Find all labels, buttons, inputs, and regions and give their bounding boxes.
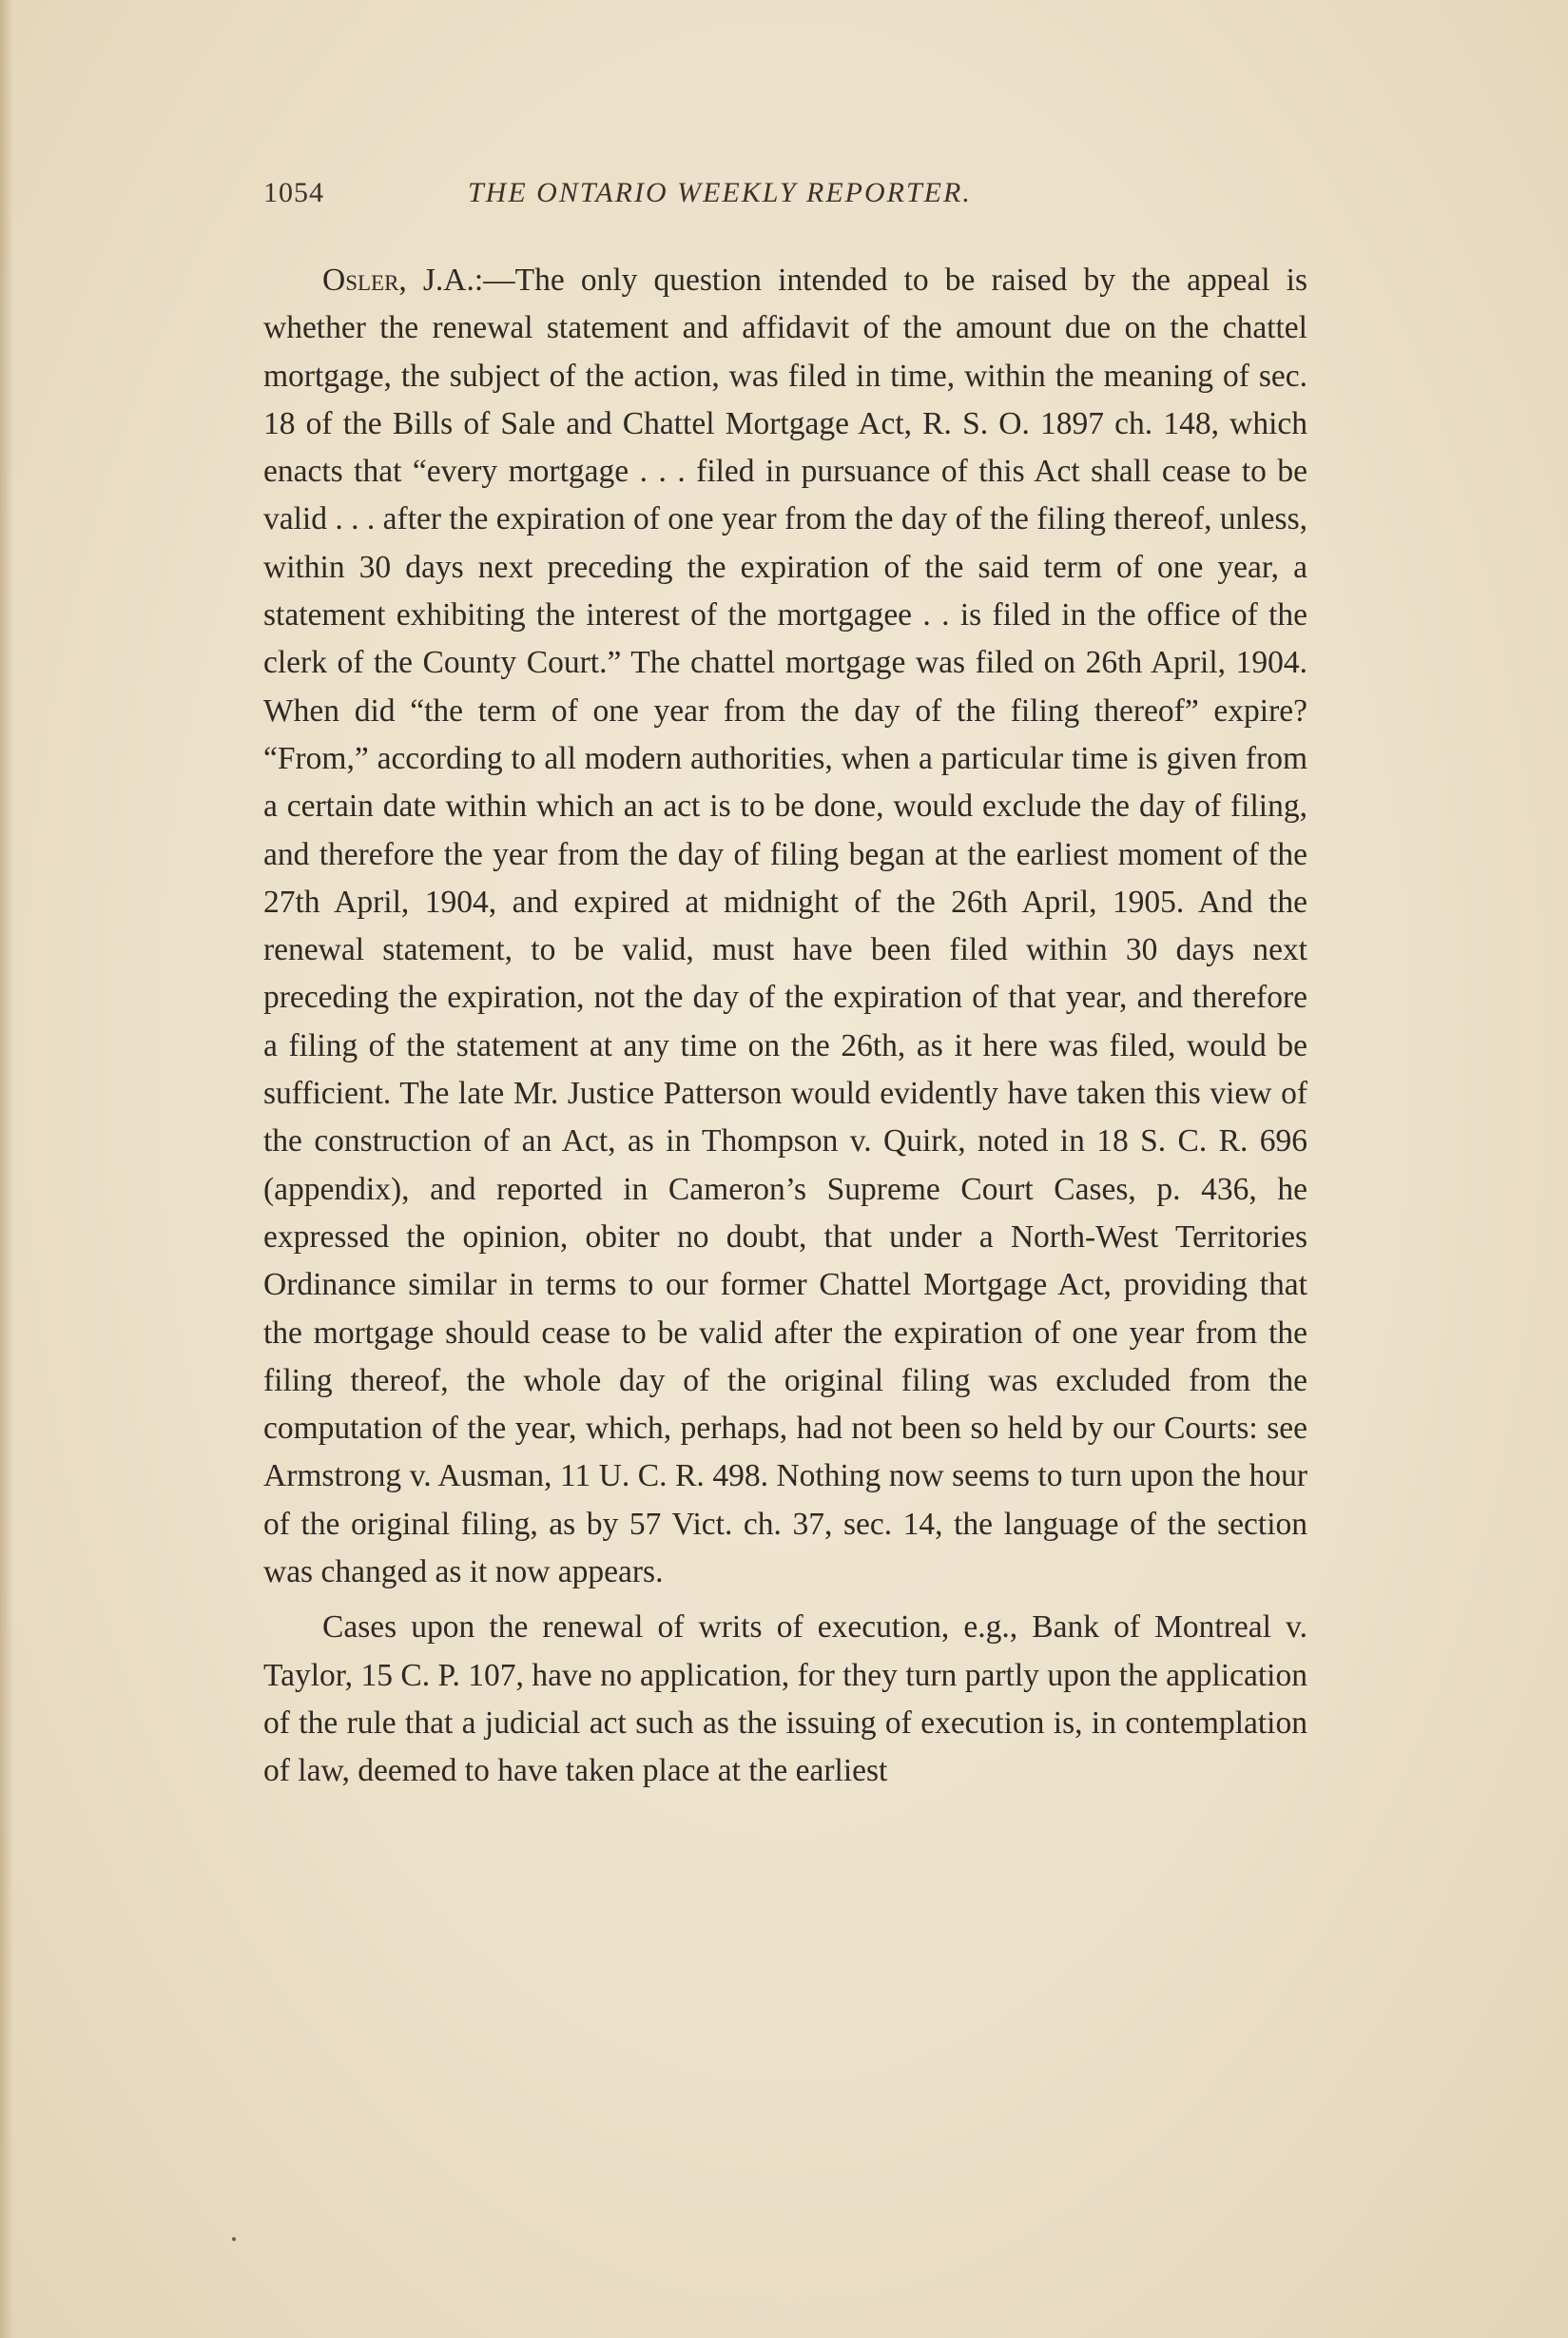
running-head: THE ONTARIO WEEKLY REPORTER. — [468, 177, 972, 208]
paragraph-1 — [263, 257, 1307, 1596]
paragraph-2-text: Cases upon the renewal of writs of execution, e.g., Bank of Montreal v. Taylor, 15 C. P. 107, have no application, for they turn partly upon the application of the rule that a judicial act such as the issuing of execution is, in contemplation of law, deemed to have taken place at the earliest — [263, 1609, 1307, 1789]
judge-name: Osler, J.A. — [322, 263, 474, 298]
page-number: 1054 — [263, 177, 324, 208]
body-text — [263, 257, 1307, 1796]
paper-speck — [232, 2237, 236, 2241]
paragraph-1-text: :—The only question intended to be raised by the appeal is whether the renewal statement and affidavit of the amount due on the chattel mortgage, the subject of the action, was filed in time, within the meaning of sec. 18 of the Bills of Sale and Chattel Mortgage Act, R. S. O. 1897 ch. 148, which enacts that “every mortgage . . . filed in pursuance of this Act shall cease to be valid . . . after the expiration of one year from the day of the filing thereof, unless, within 30 days next preceding the expiration of the said term of one year, a statement exhibiting the interest of the mortgagee . . is filed in the office of the clerk of the County Court.” The chattel mortgage was filed on 26th April, 1904. When did “the term of one year from the day of the filing thereof” expire? “From,” according to all modern authorities, when a particular time is given from a certain date within which an act is to be done, would exclude the day of filing, and therefore the year from the day of filing began at the earliest moment of the 27th April, 1904, and expired at midnight of the 26th April, 1905. And the renewal statement, to be valid, must have been filed within 30 days next preceding the expiration, not the day of the expiration of that year, and therefore a filing of the statement at any time on the 26th, as it here was filed, would be sufficient. The late Mr. Justice Patterson would evidently have taken this view of the construction of an Act, as in Thompson v. Quirk, noted in 18 S. C. R. 696 (appendix), and reported in Cameron’s Supreme Court Cases, p. 436, he expressed the opinion, obiter no doubt, that under a North-West Territories Ordinance similar in terms to our former Chattel Mortgage Act, providing that the mortgage should cease to be valid after the expiration of one year from the filing thereof, the whole day of the original filing was excluded from the computation of the year, which, perhaps, had not been so held by our Courts: see Armstrong v. Ausman, 11 U. C. R. 498. Nothing now seems to turn upon the hour of the original filing, as by 57 Vict. ch. 37, sec. 14, the language of the section was changed as it now appears. — [263, 263, 1307, 1590]
binding-shadow — [0, 0, 13, 2338]
paragraph-2 — [263, 1604, 1307, 1795]
page-header — [263, 177, 1309, 219]
